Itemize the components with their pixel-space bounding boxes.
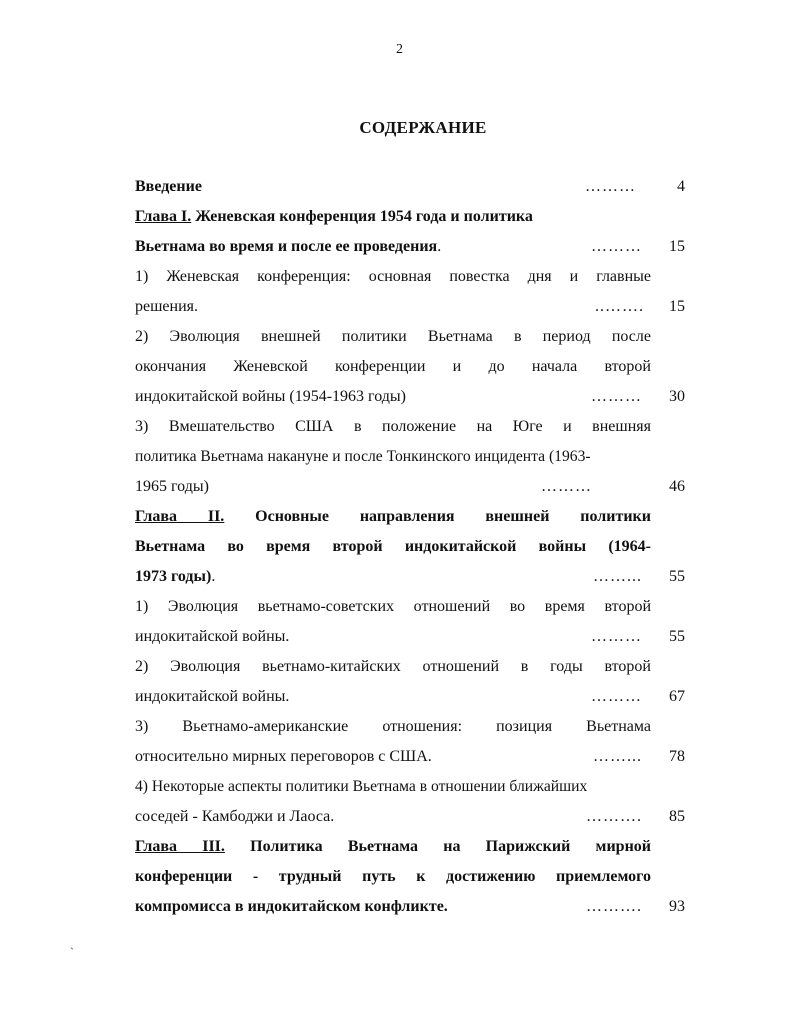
toc-page-number: 55 (669, 628, 685, 645)
toc-leader-dots: ……… (591, 688, 642, 705)
toc-entry-line (135, 592, 651, 622)
toc-chapter-label: Глава II. (135, 508, 225, 525)
toc-entry-text: индокитайской войны. (135, 628, 290, 645)
toc-chapter-3-line (135, 892, 685, 922)
toc-entry-text: решения. (135, 298, 199, 315)
toc-entry-text: 1) Эволюция вьетнамо-советских отношений во время второй (135, 598, 651, 615)
toc-entry-text: Введение (135, 178, 202, 195)
toc-page-number: 46 (669, 478, 685, 495)
toc-entry-text: 1) Женевская конференция: основная повестка дня и главные (135, 268, 651, 285)
toc-leader-dots: ……… (591, 388, 642, 405)
toc-leader-dots: ……… (541, 478, 592, 495)
toc-chapter-title: Политика Вьетнама на Парижский мирной (224, 838, 651, 855)
toc-entry-introduction (135, 172, 685, 202)
toc-leader-dots: ..……. (595, 298, 644, 315)
toc-entry-line (135, 802, 685, 832)
toc-entry-line (135, 622, 685, 652)
toc-entry-text: 4) Некоторые аспекты политики Вьетнама в отношении ближайших (135, 778, 588, 795)
toc-page-number: 15 (669, 298, 685, 315)
toc-page-number: 93 (669, 898, 685, 915)
toc-entry-text: политика Вьетнама накануне и после Тонкинского инцидента (1963- (135, 448, 591, 465)
toc-page-number: 67 (669, 688, 685, 705)
toc-leader-dots: ……… (591, 238, 642, 255)
toc-entry-line (135, 292, 685, 322)
toc-chapter-2-line (135, 502, 651, 532)
toc-page-number: 30 (669, 388, 685, 405)
toc-leader-dots: ……... (593, 748, 642, 765)
toc-chapter-2-line (135, 562, 685, 592)
toc-entry-text: индокитайской войны (1954-1963 годы) (135, 388, 406, 405)
toc-entry-text: окончания Женевской конференции и до начала второй (135, 358, 651, 375)
toc-entry-text: . (437, 238, 442, 255)
page-number: 2 (396, 42, 403, 57)
page-title: СОДЕРЖАНИЕ (359, 118, 487, 137)
toc-entry-text: относительно мирных переговоров с США. (135, 748, 432, 765)
toc-entry-line (135, 772, 651, 802)
toc-page-number: 4 (677, 178, 685, 195)
toc-entry-text: 3) Вьетнамо-американские отношения: позиция Вьетнама (135, 718, 651, 735)
toc-chapter-title: Основные направления внешней политики (224, 508, 651, 525)
toc-leader-dots: ……... (593, 568, 642, 585)
toc-entry-line (135, 262, 651, 292)
toc-chapter-label: Глава I. (135, 208, 192, 225)
toc-entry-text: 3) Вмешательство США в положение на Юге и внешняя (135, 418, 651, 435)
toc-chapter-title: компромисса в индокитайском конфликте. (135, 898, 448, 915)
toc-entry-line (135, 412, 651, 442)
toc-entry-line (135, 712, 651, 742)
toc-page-number: 78 (669, 748, 685, 765)
toc-chapter-title: Вьетнама во время второй индокитайской войны (1964- (135, 538, 651, 555)
toc-entry-text: . (211, 568, 216, 585)
toc-chapter-1-line (135, 202, 651, 232)
toc-page-number: 15 (669, 238, 685, 255)
toc-entry-line (135, 682, 685, 712)
toc-chapter-2-line (135, 532, 651, 562)
toc-chapter-title: конференции - трудный путь к достижению приемлемого (135, 868, 651, 885)
toc-entry-text: 2) Эволюция внешней политики Вьетнама в период после (135, 328, 651, 345)
toc-entry-text: индокитайской войны. (135, 688, 290, 705)
toc-chapter-label: Глава III. (135, 838, 225, 855)
toc-entry-line (135, 652, 651, 682)
toc-page-number: 85 (669, 808, 685, 825)
table-of-contents (135, 172, 685, 922)
toc-entry-line (135, 382, 685, 412)
toc-chapter-title: Женевская конференция 1954 года и политика (191, 208, 533, 225)
toc-leader-dots: ……… (585, 178, 636, 195)
toc-leader-dots: ………. (586, 898, 642, 915)
toc-entry-line (135, 472, 685, 502)
toc-entry-line (135, 442, 651, 472)
toc-chapter-1-line (135, 232, 685, 262)
toc-leader-dots: ……… (591, 628, 642, 645)
toc-chapter-title: 1973 годы) (135, 568, 212, 585)
toc-entry-line (135, 322, 651, 352)
toc-entry-text: 2) Эволюция вьетнамо-китайских отношений в годы второй (135, 658, 651, 675)
toc-entry-line (135, 352, 651, 382)
toc-leader-dots: ………. (586, 808, 642, 825)
toc-entry-text: соседей - Камбоджи и Лаоса. (135, 808, 335, 825)
toc-entry-text: 1965 годы) (135, 478, 209, 495)
toc-page-number: 55 (669, 568, 685, 585)
toc-entry-line (135, 742, 685, 772)
toc-chapter-title: Вьетнама во время и после ее проведения (135, 238, 438, 255)
toc-chapter-3-line (135, 862, 651, 892)
scan-mark: ` (70, 945, 74, 959)
toc-chapter-3-line (135, 832, 651, 862)
